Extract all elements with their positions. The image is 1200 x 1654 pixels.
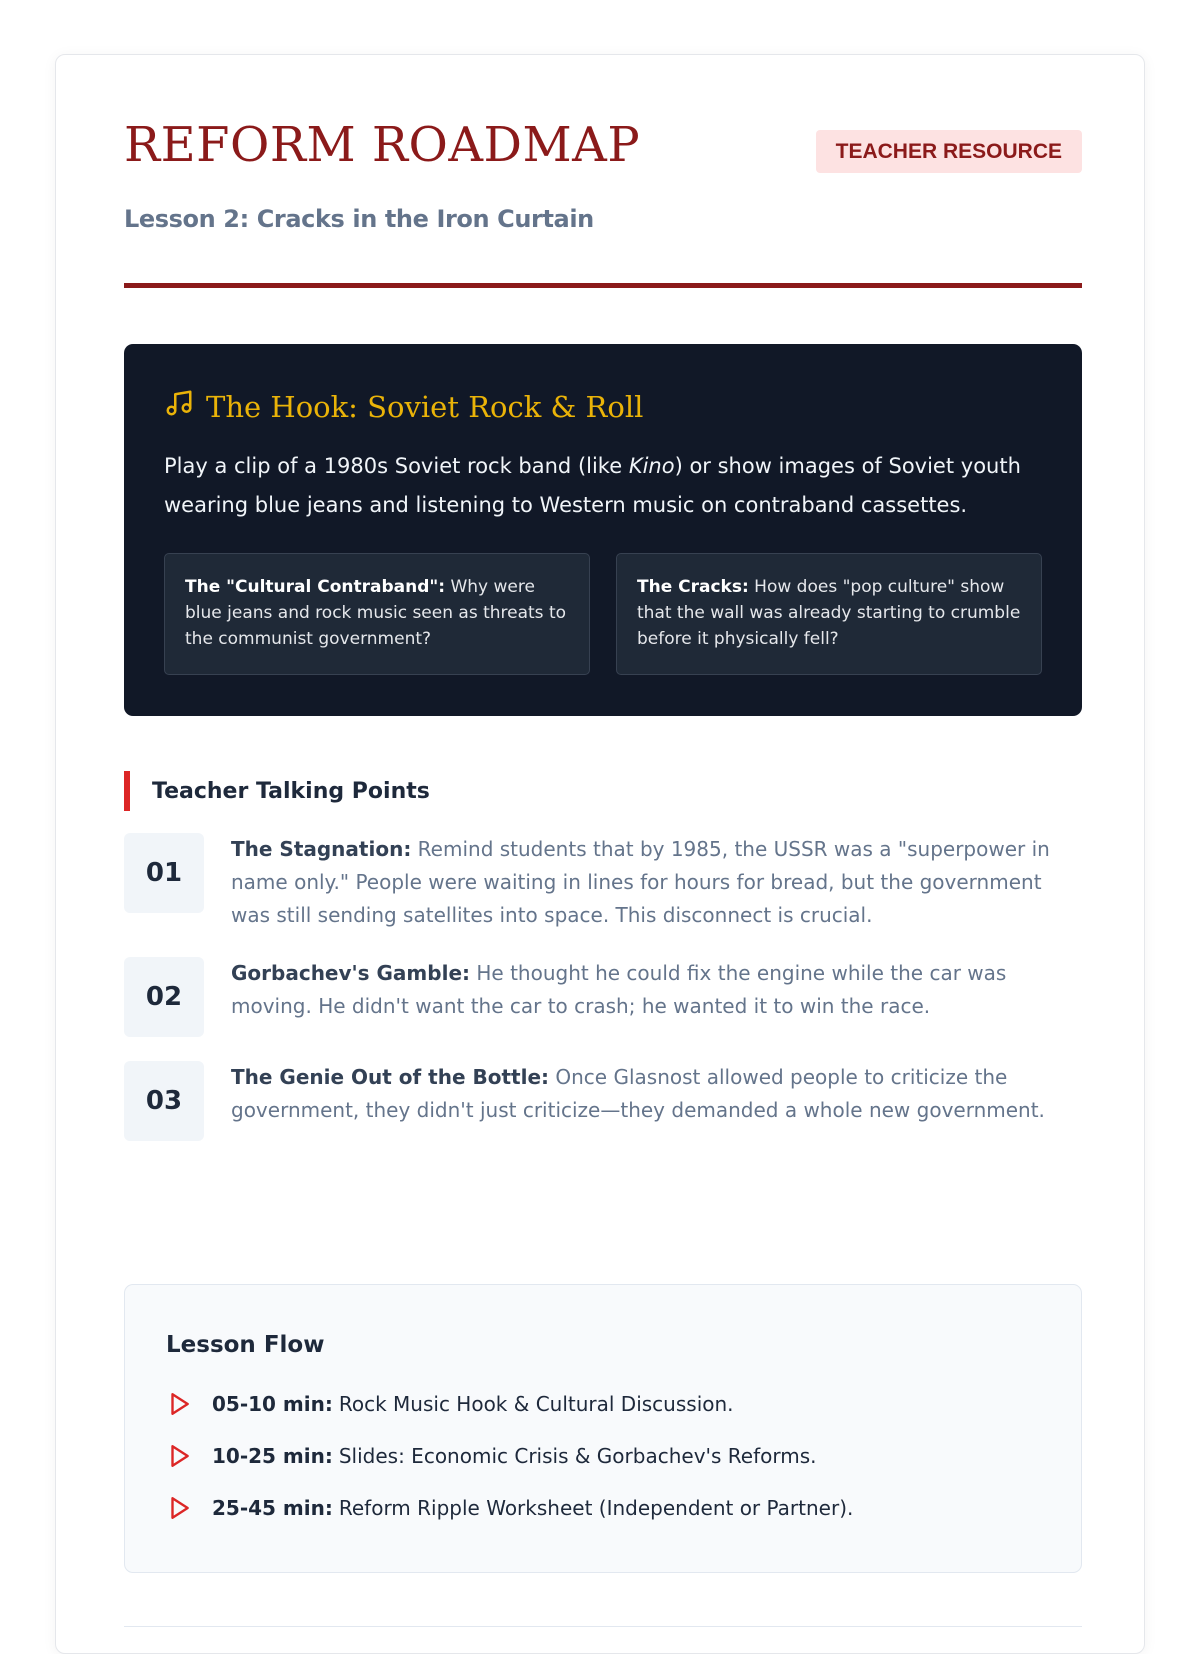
talking-points-header [124, 771, 430, 811]
hook-text-part: ) or show images of Soviet youth wearing blue jeans and listening to Western music on contraband cassettes. [164, 454, 1021, 517]
point-number: 01 [124, 833, 204, 913]
point-text [231, 833, 1081, 932]
flow-time: 25-45 min: [212, 1496, 333, 1520]
lesson-card [55, 54, 1145, 1654]
section-accent-bar [124, 771, 130, 811]
flow-time: 05-10 min: [212, 1392, 333, 1416]
flow-item [166, 1391, 734, 1417]
flow-text: Slides: Economic Crisis & Gorbachev's Reforms. [338, 1444, 817, 1468]
question-label: The "Cultural Contraband": [185, 577, 446, 597]
talking-points-title: Teacher Talking Points [152, 778, 430, 804]
lesson-flow-title: Lesson Flow [166, 1332, 325, 1358]
question-label: The Cracks: [637, 577, 749, 597]
point-label: Gorbachev's Gamble: [231, 961, 471, 985]
lesson-subtitle: Lesson 2: Cracks in the Iron Curtain [124, 205, 594, 233]
question-text: Why were blue jeans and rock music seen as threats to the communist government? [185, 577, 567, 649]
play-triangle-icon [166, 1495, 192, 1521]
flow-time: 10-25 min: [212, 1444, 333, 1468]
point-number: 02 [124, 957, 204, 1037]
hook-text-part: Play a clip of a 1980s Soviet rock band (like [164, 454, 629, 478]
lesson-flow-panel [124, 1284, 1082, 1573]
hook-description [164, 447, 1024, 525]
play-triangle-icon [166, 1443, 192, 1469]
page-title: REFORM ROADMAP [124, 117, 641, 173]
point-label: The Genie Out of the Bottle: [231, 1065, 550, 1089]
flow-item [166, 1495, 853, 1521]
hook-panel [124, 344, 1082, 716]
question-card [616, 553, 1042, 675]
question-card [164, 553, 590, 675]
point-text [231, 957, 1081, 1023]
play-triangle-icon [166, 1391, 192, 1417]
point-body: Remind students that by 1985, the USSR was a "superpower in name only." People were waiting in lines for hours for bread, but the government was still sending satellites into space. This disconnect is crucial. [231, 837, 1050, 927]
question-text: How does "pop culture" show that the wall was already starting to crumble before it physically fell? [637, 577, 1021, 649]
hook-title: The Hook: Soviet Rock & Roll [206, 389, 644, 424]
point-body: Once Glasnost allowed people to criticize the government, they didn't just criticize—they demanded a whole new government. [231, 1065, 1045, 1122]
point-body: He thought he could fix the engine while the car was moving. He didn't want the car to crash; he wanted it to win the race. [231, 961, 1007, 1018]
flow-text: Rock Music Hook & Cultural Discussion. [338, 1392, 734, 1416]
teacher-resource-badge: TEACHER RESOURCE [816, 130, 1082, 173]
point-label: The Stagnation: [231, 837, 412, 861]
flow-item [166, 1443, 817, 1469]
music-note-icon [164, 388, 194, 425]
footer-divider [124, 1626, 1082, 1627]
point-number: 03 [124, 1061, 204, 1141]
hook-text-emphasis: Kino [628, 454, 675, 478]
hook-heading [164, 388, 643, 425]
flow-text: Reform Ripple Worksheet (Independent or Partner). [338, 1496, 854, 1520]
header-divider [124, 283, 1082, 288]
point-text [231, 1061, 1081, 1127]
